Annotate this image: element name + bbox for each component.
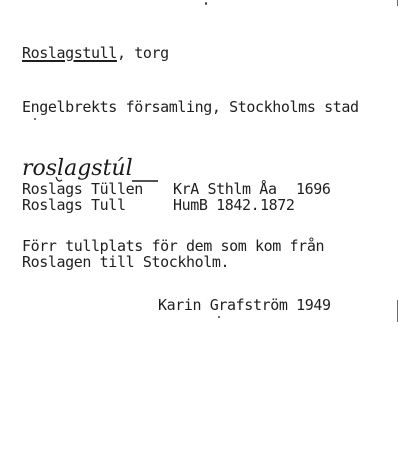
attestation-row-2-year: 1872: [260, 196, 295, 214]
headword-suffix: , torg: [116, 44, 169, 62]
attestation-row-2-source: HumB 1842.: [173, 196, 260, 214]
attestation-row-2-form: Roslags Tull: [22, 196, 126, 214]
headword: Roslagstull: [22, 44, 117, 62]
signature: Karin Grafström 1949: [158, 296, 331, 314]
attestation-row-1-source: KrA Sthlm Åa: [173, 180, 277, 198]
headword-line: [22, 44, 169, 62]
card-edge-mark: [397, 300, 398, 322]
card-edge-mark: [397, 0, 398, 6]
parish-line: Engelbrekts församling, Stockholms stad: [22, 98, 359, 116]
handwritten-text: roslagstúl: [22, 156, 133, 181]
attestation-row-1-year: 1696: [296, 180, 331, 198]
scan-speck: [205, 2, 207, 5]
scan-speck: [218, 316, 220, 318]
attestation-row-1-form: Roslags Tüllen: [22, 180, 143, 198]
note-line-1: Förr tullplats för dem som kom från: [22, 237, 325, 255]
note-line-2: Roslagen till Stockholm.: [22, 253, 230, 271]
scan-speck: [34, 118, 36, 120]
